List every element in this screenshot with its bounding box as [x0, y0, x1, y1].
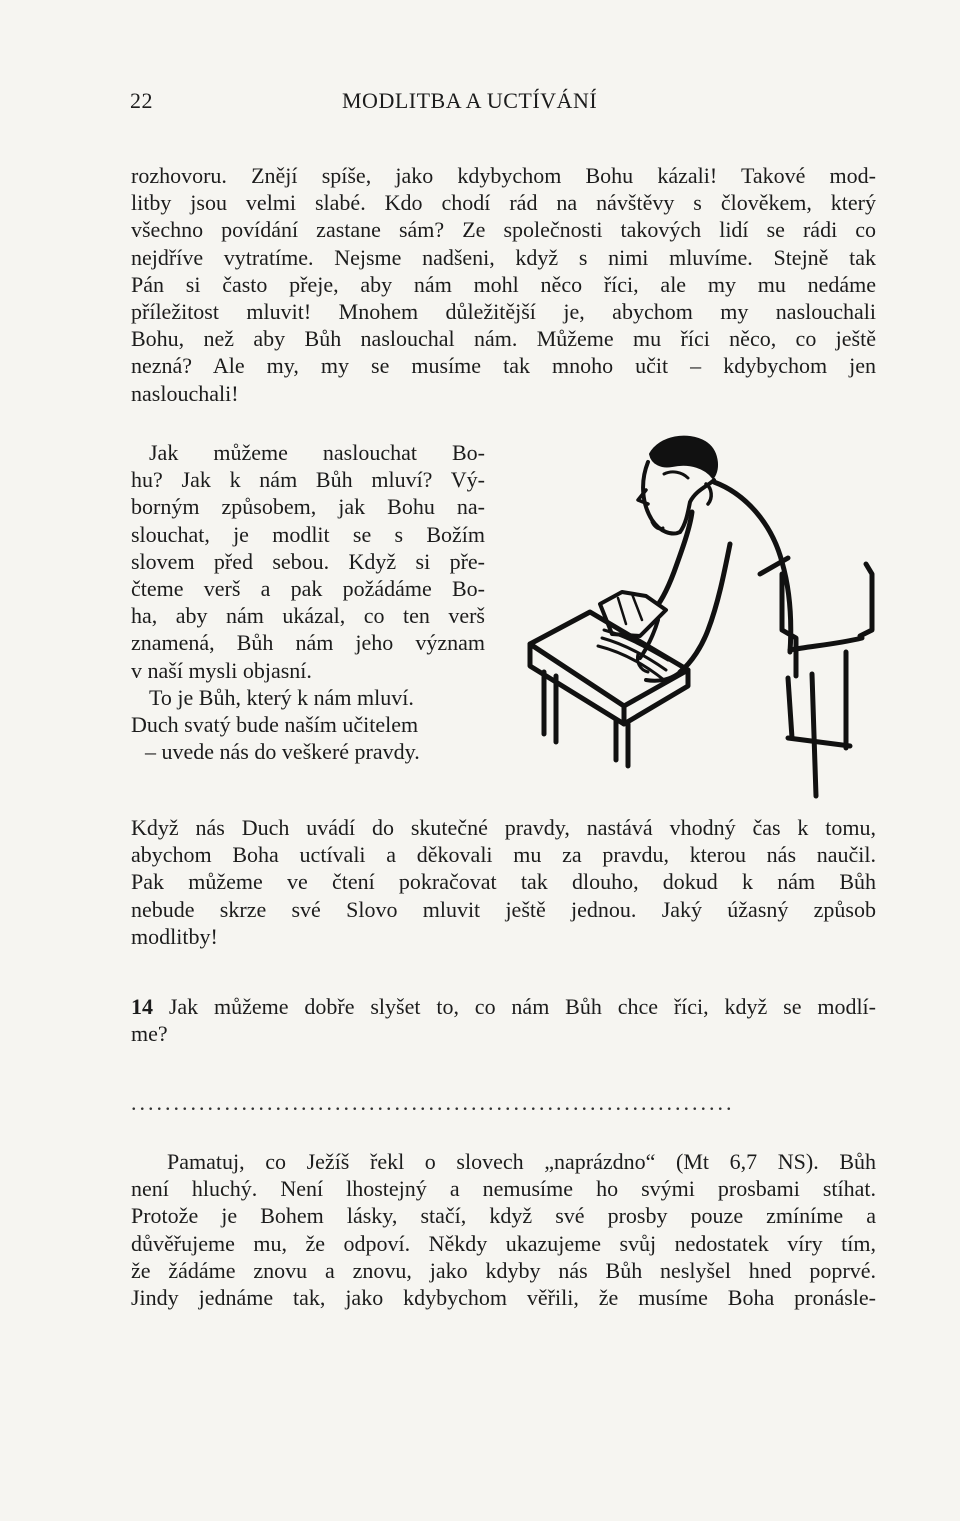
text-line: nezná? Ale my, my se musíme tak mnoho učit – kdybychom jen — [131, 353, 876, 379]
text-line: Duch svatý bude naším učitelem — [131, 712, 419, 738]
text-line: v naší mysli objasní. — [131, 657, 312, 683]
text-line: Jak můžeme naslouchat Bo- — [149, 440, 485, 465]
text-line: není hluchý. Není lhostejný a nemusíme ho svými prosbami stíhat. — [131, 1176, 876, 1202]
answer-line[interactable]: ....................................................................... — [131, 1090, 735, 1110]
text-line: Když nás Duch uvádí do skutečné pravdy, nastává vhodný čas k tomu, — [131, 815, 876, 840]
text-line: Bohu, než aby Bůh naslouchal nám. Můžeme mu říci něco, co ještě — [131, 326, 876, 352]
text-line: nejdříve vytratíme. Nejsme nadšeni, když s nimi mluvíme. Stejně tak — [131, 244, 876, 270]
question-number: 14 — [131, 994, 153, 1019]
question-line — [131, 993, 876, 1020]
text-line: Jindy jednáme tak, jako kdybychom věřili, že musíme Boha pronásle- — [131, 1285, 876, 1311]
text-line: – uvede nás do veškeré pravdy. — [145, 739, 420, 765]
question-text: Jak můžeme dobře slyšet to, co nám Bůh chce říci, když se modlí- — [168, 994, 876, 1019]
question-line: me? — [131, 1021, 168, 1047]
paragraph-listening — [131, 439, 485, 765]
text-line: nebude skrze své Slovo mluvit ještě jednou. Jaký úžasný způsob — [131, 896, 876, 922]
paragraph-worship — [131, 814, 876, 950]
man-reading-bible-illustration — [520, 424, 882, 814]
text-line: Pán si často přeje, aby nám mohl něco říci, ale my mu nedáme — [131, 271, 876, 297]
page-number: 22 — [130, 88, 153, 113]
page-header — [130, 88, 875, 122]
text-line: borným způsobem, jak Bohu na- — [131, 494, 485, 520]
text-line: abychom Boha uctívali a děkovali mu za pravdu, kterou nás naučil. — [131, 842, 876, 868]
paragraph-intro — [131, 162, 876, 407]
text-line: znamená, Bůh nám jeho význam — [131, 630, 485, 656]
paragraph-remember — [131, 1148, 876, 1311]
text-line: příležitost mluvit! Mnohem důležitější je, abychom my naslouchali — [131, 299, 876, 325]
text-line: hu? Jak k nám Bůh mluví? Vý- — [131, 467, 485, 493]
text-line: že žádáme znovu a znovu, jako kdyby nás Bůh neslyšel hned poprvé. — [131, 1257, 876, 1283]
text-line: všechno povídání zastane sám? Ze společnosti takových lidí se rádi co — [131, 217, 876, 243]
text-line: slouchat, je modlit se s Božím — [131, 521, 485, 547]
text-line: ha, aby nám ukázal, co ten verš — [131, 603, 485, 629]
question-14 — [131, 993, 876, 1047]
text-line: důvěřujeme mu, že odpoví. Někdy ukazujeme svůj nedostatek víry tím, — [131, 1230, 876, 1256]
text-line: Pak můžeme ve čtení pokračovat tak dlouho, dokud k nám Bůh — [131, 869, 876, 895]
text-line: Protože je Bohem lásky, stačí, když své prosby pouze zmíníme a — [131, 1203, 876, 1229]
text-line: rozhovoru. Znějí spíše, jako kdybychom Bohu kázali! Takové mod- — [131, 163, 876, 188]
text-line: slovem před sebou. Když si pře- — [131, 548, 485, 574]
text-line: litby jsou velmi slabé. Kdo chodí rád na návštěvy s člověkem, který — [131, 190, 876, 216]
running-title: MODLITBA A UCTÍVÁNÍ — [342, 88, 598, 113]
text-line: modlitby! — [131, 923, 218, 949]
text-line: čteme verš a pak požádáme Bo- — [131, 576, 485, 602]
text-line: naslouchali! — [131, 380, 239, 406]
text-line: To je Bůh, který k nám mluví. — [149, 684, 414, 710]
text-line: Pamatuj, co Ježíš řekl o slovech „naprázdno“ (Mt 6,7 NS). Bůh — [167, 1149, 876, 1174]
